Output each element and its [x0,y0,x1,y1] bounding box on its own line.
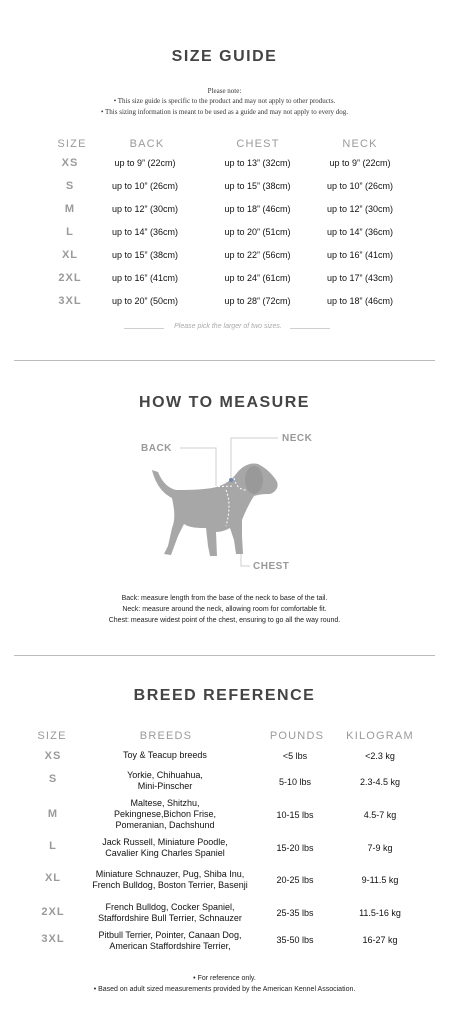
size-cell: M [64,203,76,215]
table-row [0,272,449,288]
pick-note-rule-left [124,328,164,329]
measure-instructions [0,593,449,626]
col-header-chest: CHEST [236,138,280,150]
instruction-neck: Neck: measure around the neck, allowing room for comfortable fit. [122,606,327,613]
size-cell: XL [44,872,62,884]
size-cell: XS [44,750,62,762]
breed-line: Toy & Teacup breeds [123,750,207,760]
chest-cell: up to 15” (38cm) [224,181,291,191]
footnote-text-1: For reference only. [197,975,256,982]
chest-label: CHEST [253,561,290,572]
back-cell: up to 10” (26cm) [111,181,179,191]
breeds-cell [80,930,260,952]
breed-line: Cavalier King Charles Spaniel [105,848,225,858]
pounds-cell: 25-35 lbs [276,908,314,918]
note-line-1 [0,97,449,105]
table-row [0,249,449,265]
breed-line: Jack Russell, Miniature Poodle, [102,837,228,847]
neck-label: NECK [282,433,313,444]
breeds-cell [90,798,240,831]
back-leader-line [180,448,216,486]
breed-line: Staffordshire Bull Terrier, Schnauzer [98,913,242,923]
pounds-cell: 10-15 lbs [276,810,314,820]
back-cell: up to 14” (36cm) [111,227,179,237]
breed-line: Pekingnese,Bichon Frise, [113,809,217,819]
size-cell: 2XL [41,906,65,918]
breeds-cell [90,770,240,792]
size-cell: S [48,773,58,785]
note-line-2 [0,108,449,116]
breeds-cell [90,750,240,761]
how-to-measure-title: HOW TO MEASURE [139,394,310,411]
pounds-cell: 20-25 lbs [276,875,314,885]
col-header-size: SIZE [37,730,67,742]
note-heading: Please note: [207,87,242,95]
note-text-1: This size guide is specific to the product and may not apply to other products. [117,97,336,105]
kg-cell: <2.3 kg [365,751,395,761]
breed-line: French Bulldog, Cocker Spaniel, [105,902,235,912]
breeds-cell [90,837,240,859]
breeds-cell [80,902,260,924]
section-divider [14,360,435,361]
instruction-back: Back: measure length from the base of the neck to base of the tail. [121,595,328,602]
breed-line: Maltese, Shitzhu, [130,798,200,808]
breeds-cell [80,869,260,891]
chest-cell: up to 13” (32cm) [224,158,291,168]
breed-line: Miniature Schnauzer, Pug, Shiba Inu, [95,869,245,879]
breed-line: French Bulldog, Boston Terrier, Basenji [92,880,248,890]
size-cell: L [66,226,74,238]
size-cell: XS [61,157,79,169]
neck-cell: up to 16” (41cm) [326,250,394,260]
chest-cell: up to 20” (51cm) [224,227,291,237]
bullet-icon: • [93,986,97,993]
table-row [0,203,449,219]
chest-cell: up to 22” (56cm) [224,250,291,260]
col-header-back: BACK [129,138,165,150]
back-label: BACK [141,443,172,454]
pounds-cell: 35-50 lbs [276,935,314,945]
back-cell: up to 15” (38cm) [111,250,179,260]
chest-cell: up to 18” (46cm) [224,204,291,214]
neck-cell: up to 14” (36cm) [326,227,394,237]
pounds-cell: 15-20 lbs [276,843,314,853]
back-cell: up to 20” (50cm) [111,296,179,306]
kg-cell: 2.3-4.5 kg [359,777,401,787]
instruction-chest: Chest: measure widest point of the chest, ensuring to go all the way round. [108,617,341,624]
pounds-cell: <5 lbs [282,751,308,761]
kg-cell: 16-27 kg [362,935,398,945]
chest-cell: up to 28” (72cm) [224,296,291,306]
pick-note-rule-right [290,328,330,329]
bullet-icon: • [100,108,104,116]
back-cell: up to 9” (22cm) [114,158,176,168]
kg-cell: 11.5-16 kg [359,908,401,918]
col-header-kilogram: KILOGRAM [346,730,414,742]
size-cell: 2XL [58,272,82,284]
size-guide-title: SIZE GUIDE [171,48,278,65]
size-cell: XL [61,249,79,261]
neck-cell: up to 12” (30cm) [326,204,394,214]
kg-cell: 4.5-7 kg [363,810,397,820]
breed-line: Yorkie, Chihuahua, [127,770,203,780]
table-row [0,180,449,196]
neck-cell: up to 17” (43cm) [326,273,394,283]
neck-cell: up to 18” (46cm) [326,296,394,306]
bullet-icon: • [193,975,196,982]
pounds-cell: 5-10 lbs [278,777,312,787]
col-header-pounds: POUNDS [269,730,325,742]
col-header-breeds: BREEDS [139,730,193,742]
size-cell: 3XL [41,933,65,945]
table-row [0,226,449,242]
note-text-2: This sizing information is meant to be used as a guide and may not apply to every dog. [105,108,349,116]
col-header-size: SIZE [57,138,87,150]
size-cell: S [65,180,75,192]
size-cell: 3XL [58,295,82,307]
neck-point-marker [229,478,233,482]
breed-reference-title: BREED REFERENCE [133,687,316,704]
section-divider [14,655,435,656]
breed-footnotes [0,973,449,995]
col-header-neck: NECK [342,138,378,150]
footnote-akc [0,984,449,995]
footnote-reference [0,973,449,984]
neck-cell: up to 9” (22cm) [329,158,391,168]
breed-line: Pitbull Terrier, Pointer, Canaan Dog, [98,930,242,940]
bullet-icon: • [113,97,117,105]
breed-line: Pomeranian, Dachshund [115,820,215,830]
pick-note: Please pick the larger of two sizes. [174,323,282,330]
back-cell: up to 12” (30cm) [111,204,179,214]
neck-cell: up to 10” (26cm) [326,181,394,191]
kg-cell: 9-11.5 kg [361,875,399,885]
size-cell: M [47,808,59,820]
back-cell: up to 16” (41cm) [111,273,179,283]
footnote-text-2: Based on adult sized measurements provided by the American Kennel Association. [98,986,356,993]
breed-line: American Staffordshire Terrier, [109,941,231,951]
size-cell: L [49,840,57,852]
kg-cell: 7-9 kg [367,843,393,853]
table-row [0,157,449,173]
breed-line: Mini-Pinscher [137,781,193,791]
chest-cell: up to 24” (61cm) [224,273,291,283]
table-row [0,295,449,311]
